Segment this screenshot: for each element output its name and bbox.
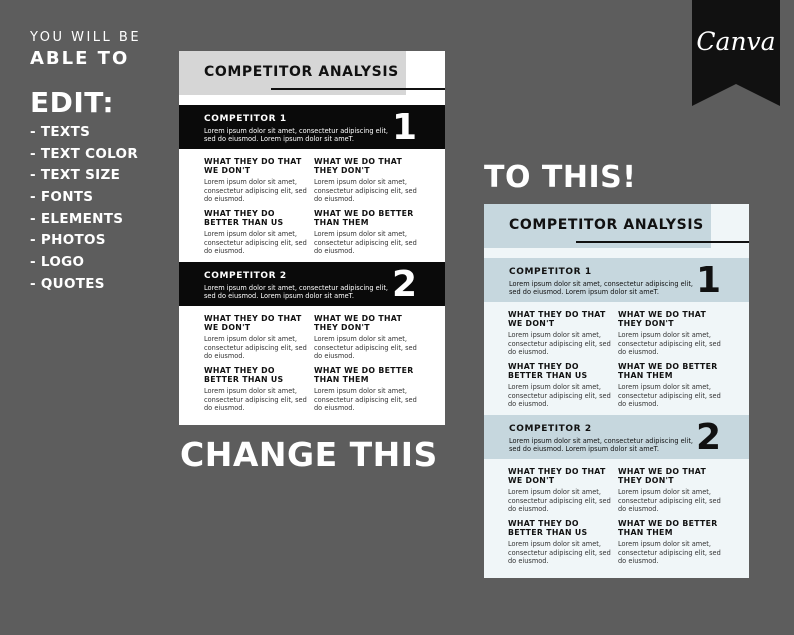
- cell-heading: WHAT THEY DO THAT WE DON'T: [508, 310, 606, 329]
- feature-item: - LOGO: [30, 254, 85, 271]
- feature-item: - TEXT SIZE: [30, 167, 121, 184]
- cell-body: Lorem ipsum dolor sit amet, consectetur adipiscing elit, sed do eiusmod.: [204, 178, 307, 204]
- feature-item: - TEXTS: [30, 124, 91, 140]
- feature-item: - ELEMENTS: [30, 210, 124, 227]
- cell-body: Lorem ipsum dolor sit amet, consectetur adipiscing elit, sed do eiusmod.: [618, 383, 721, 409]
- cell-body: Lorem ipsum dolor sit amet, consectetur adipiscing elit, sed do eiusmod.: [204, 387, 307, 413]
- competitor-band: [484, 258, 749, 302]
- feature-item: - PHOTOS: [30, 232, 106, 249]
- analysis-cell: [508, 519, 616, 566]
- competitor-description: Lorem ipsum dolor sit amet, consectetur adipiscing elit, sed do eiusmod. Lorem ipsum dolor sit ameT.: [509, 280, 694, 296]
- feature-item: - TEXT COLOR: [30, 145, 139, 162]
- cell-body: Lorem ipsum dolor sit amet, consectetur adipiscing elit, sed do eiusmod.: [314, 230, 417, 256]
- cell-body: Lorem ipsum dolor sit amet, consectetur adipiscing elit, sed do eiusmod.: [314, 387, 417, 413]
- cell-heading: WHAT THEY DO THAT WE DON'T: [204, 314, 302, 333]
- analysis-cell: [508, 362, 616, 409]
- title-underline: [271, 88, 445, 90]
- cell-body: Lorem ipsum dolor sit amet, consectetur adipiscing elit, sed do eiusmod.: [508, 331, 611, 357]
- competitor-band: [179, 262, 445, 306]
- cell-heading: WHAT THEY DO BETTER THAN US: [508, 519, 588, 538]
- cell-body: Lorem ipsum dolor sit amet, consectetur adipiscing elit, sed do eiusmod.: [508, 383, 611, 409]
- competitor-band: [179, 105, 445, 149]
- cell-body: Lorem ipsum dolor sit amet, consectetur adipiscing elit, sed do eiusmod.: [618, 488, 721, 514]
- document-title: COMPETITOR ANALYSIS: [509, 217, 704, 233]
- canva-logo: Canva: [696, 27, 776, 56]
- cell-heading: WHAT WE DO THAT THEY DON'T: [618, 310, 707, 329]
- document-title: COMPETITOR ANALYSIS: [204, 64, 399, 80]
- cell-heading: WHAT WE DO BETTER THAN THEM: [314, 366, 414, 385]
- competitor-band: [484, 415, 749, 459]
- analysis-cell: [204, 366, 312, 413]
- cell-body: Lorem ipsum dolor sit amet, consectetur adipiscing elit, sed do eiusmod.: [314, 335, 417, 361]
- cell-body: Lorem ipsum dolor sit amet, consectetur adipiscing elit, sed do eiusmod.: [618, 331, 721, 357]
- competitor-description: Lorem ipsum dolor sit amet, consectetur adipiscing elit, sed do eiusmod. Lorem ipsum dolor sit ameT.: [204, 284, 389, 300]
- promo-line-3: EDIT:: [30, 86, 115, 119]
- competitor-name: COMPETITOR 2: [204, 271, 287, 281]
- competitor-number: 2: [391, 264, 417, 305]
- feature-item: - FONTS: [30, 189, 94, 206]
- promo-line-1: YOU WILL BE: [30, 30, 142, 45]
- competitor-name: COMPETITOR 2: [509, 424, 592, 434]
- competitor-name: COMPETITOR 1: [509, 267, 592, 277]
- to-this-caption: TO THIS!: [484, 160, 637, 195]
- analysis-cell: [204, 209, 312, 256]
- cell-heading: WHAT THEY DO THAT WE DON'T: [204, 157, 302, 176]
- analysis-cell: [508, 467, 616, 514]
- analysis-cell: [204, 314, 312, 361]
- competitor-number: 2: [695, 417, 721, 458]
- change-this-caption: CHANGE THIS: [180, 435, 438, 474]
- cell-heading: WHAT WE DO BETTER THAN THEM: [618, 362, 718, 381]
- cell-heading: WHAT WE DO BETTER THAN THEM: [618, 519, 718, 538]
- cell-body: Lorem ipsum dolor sit amet, consectetur adipiscing elit, sed do eiusmod.: [204, 335, 307, 361]
- cell-body: Lorem ipsum dolor sit amet, consectetur adipiscing elit, sed do eiusmod.: [618, 540, 721, 566]
- analysis-cell: [314, 209, 422, 256]
- competitor-description: Lorem ipsum dolor sit amet, consectetur adipiscing elit, sed do eiusmod. Lorem ipsum dolor sit ameT.: [204, 127, 389, 143]
- cell-heading: WHAT THEY DO THAT WE DON'T: [508, 467, 606, 486]
- cell-heading: WHAT WE DO BETTER THAN THEM: [314, 209, 414, 228]
- competitor-number: 1: [391, 107, 417, 148]
- cell-heading: WHAT THEY DO BETTER THAN US: [204, 366, 284, 385]
- cell-body: Lorem ipsum dolor sit amet, consectetur adipiscing elit, sed do eiusmod.: [508, 488, 611, 514]
- cell-heading: WHAT WE DO THAT THEY DON'T: [618, 467, 707, 486]
- cell-heading: WHAT WE DO THAT THEY DON'T: [314, 314, 403, 333]
- analysis-cell: [508, 310, 616, 357]
- analysis-cell: [618, 310, 726, 357]
- cell-body: Lorem ipsum dolor sit amet, consectetur adipiscing elit, sed do eiusmod.: [314, 178, 417, 204]
- competitor-name: COMPETITOR 1: [204, 114, 287, 124]
- cell-body: Lorem ipsum dolor sit amet, consectetur adipiscing elit, sed do eiusmod.: [204, 230, 307, 256]
- title-underline: [576, 241, 749, 243]
- competitor-description: Lorem ipsum dolor sit amet, consectetur adipiscing elit, sed do eiusmod. Lorem ipsum dolor sit ameT.: [509, 437, 694, 453]
- analysis-cell: [314, 157, 422, 204]
- cell-heading: WHAT WE DO THAT THEY DON'T: [314, 157, 403, 176]
- analysis-cell: [618, 519, 726, 566]
- feature-item: - QUOTES: [30, 275, 105, 292]
- competitor-number: 1: [695, 260, 721, 301]
- template-preview-original: [179, 51, 445, 425]
- cell-body: Lorem ipsum dolor sit amet, consectetur adipiscing elit, sed do eiusmod.: [508, 540, 611, 566]
- template-preview-edited: [484, 204, 749, 578]
- analysis-cell: [314, 366, 422, 413]
- feature-list: [30, 124, 138, 298]
- analysis-cell: [314, 314, 422, 361]
- cell-heading: WHAT THEY DO BETTER THAN US: [204, 209, 284, 228]
- analysis-cell: [618, 467, 726, 514]
- analysis-cell: [618, 362, 726, 409]
- analysis-cell: [204, 157, 312, 204]
- promo-line-2: ABLE TO: [30, 48, 130, 69]
- cell-heading: WHAT THEY DO BETTER THAN US: [508, 362, 588, 381]
